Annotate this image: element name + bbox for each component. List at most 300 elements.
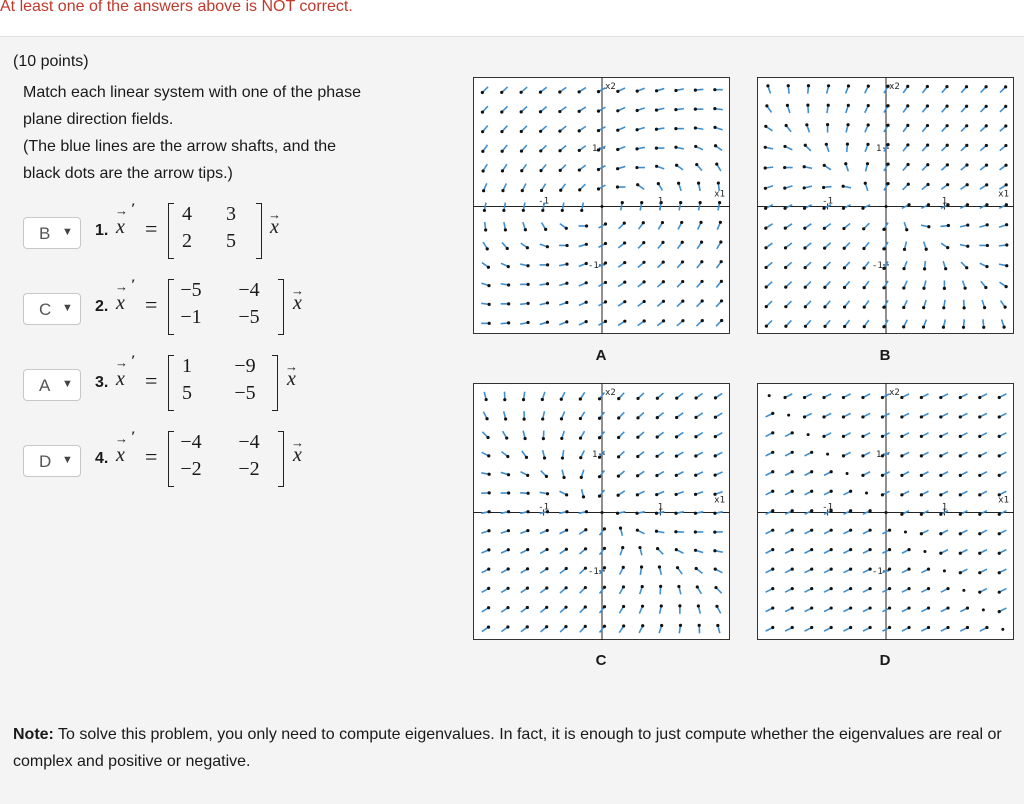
arrow-tip [771,470,774,473]
arrow-tip [920,493,923,496]
arrow-tip [920,454,923,457]
arrow-tip [946,163,949,166]
arrow-tip [900,474,903,477]
arrow-tip [694,454,697,457]
arrow-tip [636,183,639,186]
arrow-tip [927,606,930,609]
arrow-tip [604,320,607,323]
arrow-tip [966,203,969,206]
arrow-tip [720,319,723,322]
arrow-tip [959,513,962,516]
equals-sign: = [145,216,157,242]
arrow-tip [565,529,568,532]
arrow-tip [946,246,949,249]
direction-field-d [757,383,1014,640]
arrow-tip [959,454,962,457]
arrow-tip [526,625,529,628]
arrow-tip [810,509,813,512]
arrow-tip [585,301,588,304]
arrow-tip [998,474,1001,477]
answer-select-4[interactable] [23,445,81,477]
arrow-tip [640,201,643,204]
arrow-tip [907,587,910,590]
arrow-tip [771,451,774,454]
arrow-tip [810,587,813,590]
arrow-tip [923,550,926,553]
matrix-entry: 5 [168,382,206,405]
arrow-tip [623,320,626,323]
arrow-tip [844,162,847,165]
arrow-tip [526,264,529,267]
arrow-tip [564,625,567,628]
arrow-tip [635,147,638,150]
arrow-tip [959,396,962,399]
arrow-tip [966,245,969,248]
arrow-tip [926,144,929,147]
arrow-tip [714,474,717,477]
arrow-tip [642,221,645,224]
system-row-3 [23,355,453,415]
arrow-tip [986,223,989,226]
arrow-tip [578,188,581,191]
arrow-tip [695,567,698,570]
arrow-tip [598,495,601,498]
matrix-entry: 5 [212,230,250,253]
arrow-tip [939,435,942,438]
arrow-tip [907,203,910,206]
arrow-tip [700,260,703,263]
plot-label-c: C [581,652,621,669]
arrow-tip [849,509,852,512]
arrow-tip [501,189,504,192]
arrow-tip [998,532,1001,535]
arrow-tip [842,185,845,188]
arrow-tip [805,123,808,126]
y-axis-name: x2 [889,388,900,398]
arrow-tip [881,493,884,496]
x-tick-label: 1 [658,503,663,513]
arrow-tip [939,454,942,457]
arrow-tip [959,415,962,418]
arrow-tip [525,456,528,459]
arrow-tip [985,183,988,186]
arrow-tip [786,104,789,107]
arrow-tip [642,241,645,244]
arrow-tip [966,626,969,629]
arrow-tip [520,110,523,113]
arrow-tip [843,325,846,328]
vector-arrow-icon: → [285,359,298,374]
arrow-tip [694,549,697,552]
prime-mark: ′ [131,201,135,218]
arrow-tip [655,474,658,477]
arrow-tip [823,246,826,249]
arrow-tip [719,240,722,243]
arrow-tip [582,495,585,498]
arrow-tip [787,84,790,87]
arrow-tip [540,189,543,192]
arrow-tip [900,396,903,399]
arrow-tip [863,306,866,309]
arrow-tip [1004,105,1007,108]
arrow-tip [907,183,910,186]
vector-arrow-icon: → [115,203,128,218]
arrow-tip [488,303,491,306]
arrow-tip [694,108,697,111]
arrow-tip [942,326,945,329]
arrow-tip [843,286,846,289]
arrow-tip [597,109,600,112]
arrow-tip [804,266,807,269]
arrow-tip [861,396,864,399]
arrow-tip [886,182,889,185]
matrix-entry: −5 [172,279,210,302]
arrow-tip [1003,306,1006,309]
arrow-tip [597,187,600,190]
arrow-tip [920,513,923,516]
arrow-tip [565,244,568,247]
arrow-tip [636,436,639,439]
arrow-tip [507,321,510,324]
note-label: Note: [13,726,54,743]
arrow-tip [674,512,677,515]
arrow-tip [694,145,697,148]
arrow-tip [823,286,826,289]
arrow-tip [965,105,968,108]
arrow-tip [616,90,619,93]
arrow-tip [784,266,787,269]
arrow-tip [888,587,891,590]
arrow-tip [675,416,678,419]
arrow-tip [849,626,852,629]
arrow-tip [714,396,717,399]
arrow-tip [822,435,825,438]
arrow-tip [803,396,806,399]
arrow-tip [1004,85,1007,88]
matrix-entry: 3 [212,203,250,226]
arrow-tip [771,529,774,532]
arrow-tip [598,456,601,459]
arrow-tip [959,493,962,496]
arrow-tip [963,306,966,309]
arrow-tip [900,415,903,418]
arrow-tip [803,227,806,230]
vector-arrow-icon: → [115,431,128,446]
arrow-tip [604,261,607,264]
arrow-tip [978,571,981,574]
arrow-tip [616,167,619,170]
chevron-down-icon: ▼ [62,226,73,238]
arrow-tip [675,164,678,167]
x-axis-name: x1 [998,190,1009,200]
arrow-tip [998,591,1001,594]
arrow-tip [926,163,929,166]
arrow-tip [945,85,948,88]
arrow-tip [636,529,639,532]
arrow-tip [604,242,607,245]
arrow-tip [717,181,720,184]
arrow-tip [978,415,981,418]
arrow-tip [659,585,662,588]
arrow-tip [984,286,987,289]
arrow-tip [771,490,774,493]
vector-x: x [116,216,125,239]
arrow-tip [520,149,523,152]
arrow-tip [506,247,509,250]
prime-mark: ′ [131,277,135,294]
plot-label-a: A [581,347,621,364]
arrow-tip [616,148,619,151]
arrow-tip [888,626,891,629]
arrow-tip [791,509,794,512]
arrow-tip [558,149,561,152]
arrow-tip [636,109,639,112]
arrow-tip [504,228,507,231]
arrow-tip [487,625,490,628]
arrow-tip [641,585,644,588]
arrow-tip [985,626,988,629]
arrow-tip [906,104,909,107]
arrow-tip [946,124,949,127]
arrow-tip [636,474,639,477]
arrow-tip [906,85,909,88]
x-axis-name: x1 [998,496,1009,506]
arrow-tip [862,227,865,230]
prime-mark: ′ [131,429,135,446]
arrow-tip [804,144,807,147]
arrow-tip [500,130,503,133]
arrow-tip [545,586,548,589]
arrow-tip [771,626,774,629]
arrow-tip [998,396,1001,399]
arrow-tip [546,301,549,304]
arrow-tip [598,475,601,478]
system-number: 4. [95,450,108,468]
y-tick-label: 1 [876,144,881,154]
arrow-tip [939,415,942,418]
arrow-tip [863,266,866,269]
arrow-tip [830,568,833,571]
arrow-tip [998,454,1001,457]
arrow-tip [655,530,658,533]
arrow-tip [926,85,929,88]
arrow-tip [830,626,833,629]
arrow-tip [1005,264,1008,267]
arrow-tip [714,144,717,147]
arrow-tip [719,221,722,224]
y-tick-label: 1 [592,144,597,154]
arrow-tip [487,454,490,457]
arrow-tip [881,396,884,399]
y-tick-label: -1 [872,261,883,271]
arrow-tip [597,129,600,132]
arrow-tip [810,490,813,493]
arrow-tip [946,144,949,147]
arrow-tip [964,287,967,290]
arrow-tip [675,548,678,551]
arrow-tip [678,604,681,607]
arrow-tip [695,163,698,166]
arrow-tip [849,568,852,571]
y-tick-label: -1 [588,261,599,271]
arrow-tip [580,209,583,212]
arrow-tip [946,606,949,609]
arrow-tip [487,284,490,287]
arrow-tip [849,529,852,532]
arrow-tip [539,149,542,152]
arrow-tip [978,493,981,496]
arrow-tip [661,241,664,244]
arrow-tip [803,246,806,249]
arrow-tip [485,398,488,401]
arrow-tip [906,143,909,146]
matrix-entry: −9 [226,355,264,378]
arrow-tip [842,396,845,399]
arrow-tip [604,281,607,284]
arrow-tip [526,529,529,532]
arrow-tip [830,548,833,551]
arrow-tip [900,454,903,457]
note-text: To solve this problem, you only need to compute eigenvalues. In fact, it is enough to just compute whether the eigenvalues are real or complex and positive or negative. [13,726,1002,770]
plot-label-d: D [865,652,905,669]
arrow-tip [863,325,866,328]
arrow-tip [481,110,484,113]
arrow-tip [486,247,489,250]
plot-label-b: B [865,347,905,364]
arrow-tip [487,266,490,269]
arrow-tip [699,221,702,224]
coefficient-matrix [168,431,284,489]
arrow-tip [506,587,509,590]
x-axis-name: x1 [714,496,725,506]
arrow-tip [765,285,768,288]
arrow-tip [565,567,568,570]
arrow-tip [701,319,704,322]
arrow-tip [675,455,678,458]
vector-arrow-icon: → [291,435,304,450]
arrow-tip [544,228,547,231]
arrow-tip [927,587,930,590]
answer-select-1[interactable] [23,217,81,249]
arrow-tip [771,548,774,551]
arrow-tip [524,228,527,231]
arrow-tip [959,532,962,535]
arrow-tip [803,415,806,418]
vector-x: x [270,216,279,239]
answer-select-3[interactable] [23,369,81,401]
arrow-tip [902,286,905,289]
arrow-tip [826,453,829,456]
matrix-entry: −4 [230,279,268,302]
arrow-tip [636,416,639,419]
arrow-tip [849,587,852,590]
matrix-entry: −4 [230,431,268,454]
arrow-tip [482,169,485,172]
arrow-tip [783,187,786,190]
arrow-tip [483,209,486,212]
vector-x: x [287,368,296,391]
arrow-tip [965,85,968,88]
arrow-tip [903,248,906,251]
arrow-tip [640,565,643,568]
arrow-tip [900,513,903,516]
arrow-tip [982,326,985,329]
arrow-tip [578,90,581,93]
arrow-tip [825,143,828,146]
arrow-tip [579,436,582,439]
answer-select-2[interactable] [23,293,81,325]
arrow-tip [869,626,872,629]
arrow-tip [823,305,826,308]
arrow-tip [998,571,1001,574]
arrow-tip [700,240,703,243]
arrow-tip [714,586,717,589]
arrow-tip [985,203,988,206]
arrow-tip [846,472,849,475]
instruction-line: Match each linear system with one of the phase [23,79,443,106]
arrow-tip [546,529,549,532]
arrow-tip [486,436,489,439]
arrow-tip [810,626,813,629]
arrow-tip [506,455,509,458]
arrow-tip [502,209,505,212]
arrow-tip [978,474,981,477]
arrow-tip [500,91,503,94]
arrow-tip [806,104,809,107]
arrow-tip [713,512,716,515]
problem-panel [0,36,1024,804]
instruction-line: plane direction fields. [23,106,443,133]
arrow-tip [998,435,1001,438]
selected-value: A [39,376,50,396]
arrow-tip [522,209,525,212]
arrow-tip [985,144,988,147]
arrow-tip [926,183,929,186]
arrow-tip [622,605,625,608]
arrow-tip [822,415,825,418]
arrow-tip [978,396,981,399]
arrow-tip [617,436,620,439]
arrow-tip [885,511,888,514]
arrow-tip [784,305,787,308]
arrow-tip [562,476,565,479]
arrow-tip [523,418,526,421]
arrow-tip [920,532,923,535]
arrow-tip [558,90,561,93]
arrow-tip [487,568,490,571]
arrow-tip [656,435,659,438]
arrow-tip [584,567,587,570]
arrow-tip [783,145,786,148]
selected-value: B [39,224,50,244]
arrow-tip [810,606,813,609]
arrow-tip [843,305,846,308]
arrow-tip [601,205,604,208]
arrow-tip [617,397,620,400]
arrow-tip [1004,164,1007,167]
arrow-tip [643,319,646,322]
arrow-tip [998,513,1001,516]
arrow-tip [481,130,484,133]
arrow-tip [867,123,870,126]
system-number: 2. [95,298,108,316]
arrow-tip [905,228,908,231]
arrow-tip [681,300,684,303]
matrix-entry: −5 [226,382,264,405]
arrow-tip [546,321,549,324]
arrow-tip [978,591,981,594]
system-row-1 [23,203,453,263]
